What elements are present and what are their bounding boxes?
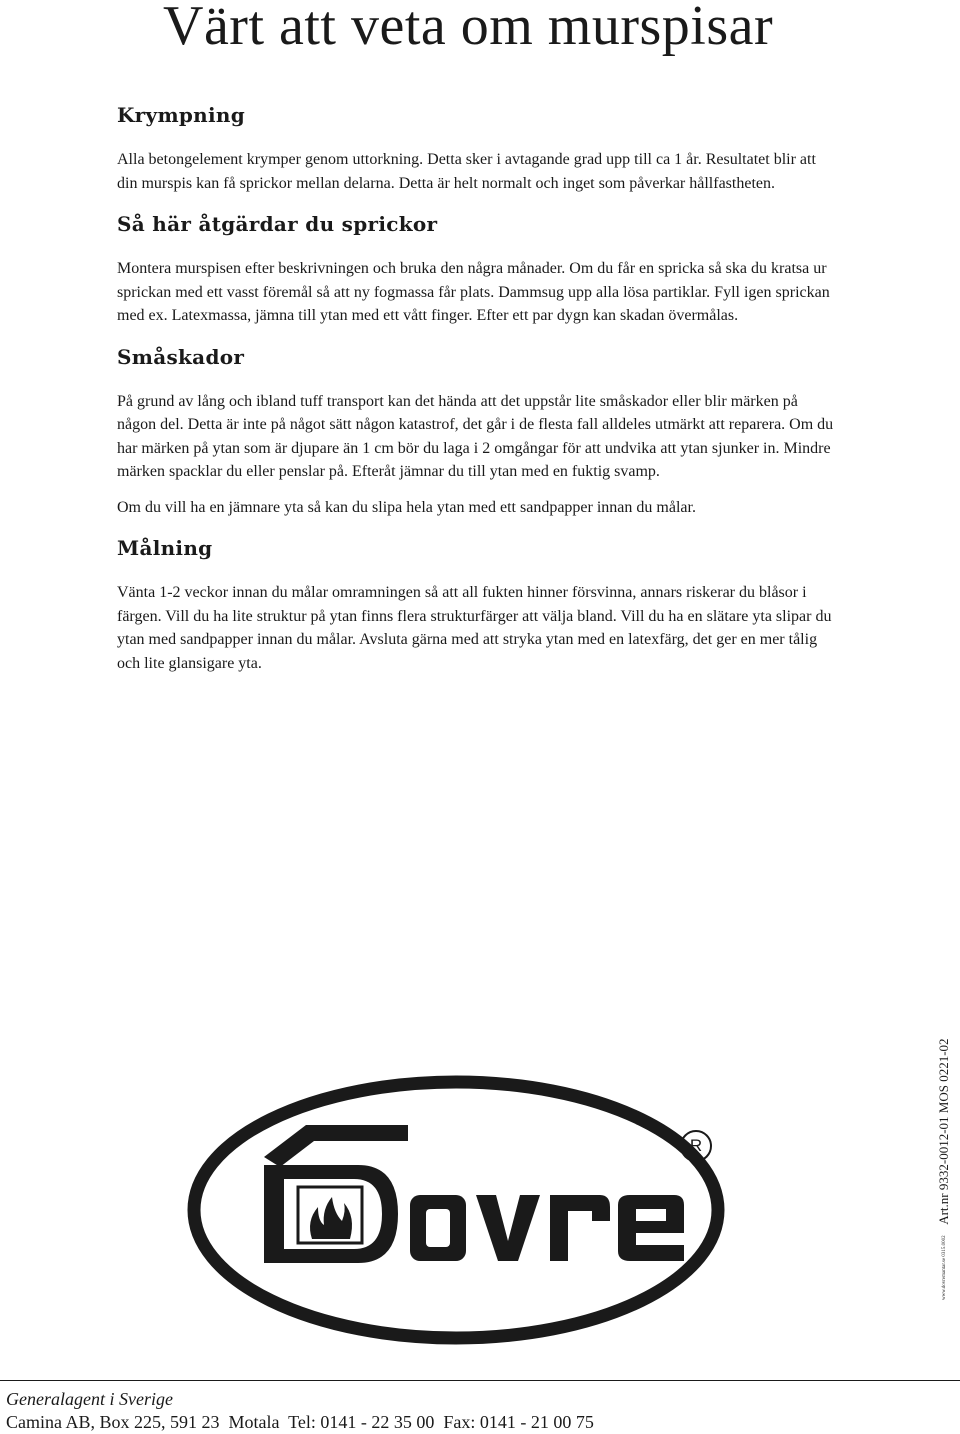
section-heading-sprickor: Så här åtgärdar du sprickor [117,212,438,236]
flame-icon [310,1197,352,1239]
footer-agent: Generalagent i Sverige [6,1389,173,1409]
registered-trademark-icon: R [680,1130,712,1162]
dovre-logo [186,1075,726,1345]
side-article-info [936,1038,953,1300]
section-heading-malning: Målning [117,536,213,560]
paragraph-krympning: Alla betongelement krymper genom uttorkning. Detta sker i avtagande grad upp till ca 1 år. Resultatet blir att din murspis kan få sprickor mellan delarna. Detta är helt normalt och inget som påverkar hållfastheten. [117,151,816,192]
logo-letter-o [410,1195,466,1261]
article-number: Art.nr 9332-0012-01 MOS 0221-02 [936,1038,951,1225]
stove-icon [264,1125,408,1263]
document-body [117,100,837,675]
logo-letter-e [618,1195,684,1261]
dovre-logo-graphic [186,1075,726,1345]
side-small-print: www.dovremantar.se 0315.0002 [942,1235,948,1300]
paragraph-smaskador-1: På grund av lång och ibland tuff transport kan det hända att det uppstår lite småskador eller blir märken på någon del. Detta är inte på något sätt någon katastrof, det går i de flesta fall alldeles utmärkt att reparera. Om du har märken på ytan som är djupare än 1 cm bör du laga i 2 omgångar för att undvika att ytan sjunker in. Mindre märken spacklar du eller penslar på. Efteråt jämnar du till ytan med en fuktig svamp. [117,392,834,480]
section-heading-krympning: Krympning [117,103,246,127]
paragraph-malning: Vänta 1-2 veckor innan du målar omramningen så att all fukten hinner försvinna, annars riskerar du blåsor i färgen. Vill du ha lite struktur på ytan finns flera strukturfärger att välja bland. Vill du ha en slätare yta slipar du ytan med sandpapper innan du målar. Avsluta gärna med att stryka ytan med en latexfärg, det ger en mer tålig och lite glansigare yta. [117,584,832,672]
paragraph-sprickor: Montera murspisen efter beskrivningen och bruka den några månader. Om du får en spricka så ska du kratsa ur sprickan med ett vasst föremål så att ny fogmassa får plats. Dammsug upp alla lösa partiklar. Fyll igen sprickan med ex. Latexmassa, jämna till ytan med ett vått finger. Efter ett par dygn kan skadan övermålas. [117,260,830,324]
logo-letter-r [550,1195,610,1261]
page-title: Värt att veta om murspisar [163,0,774,57]
section-heading-smaskador: Småskador [117,344,245,369]
footer-address: Camina AB, Box 225, 591 23 Motala Tel: 0141 - 22 35 00 Fax: 0141 - 21 00 75 [6,1412,594,1432]
logo-letter-v [476,1195,540,1261]
footer-divider [0,1380,960,1381]
paragraph-smaskador-2: Om du vill ha en jämnare yta så kan du slipa hela ytan med ett sandpapper innan du målar. [117,498,696,516]
